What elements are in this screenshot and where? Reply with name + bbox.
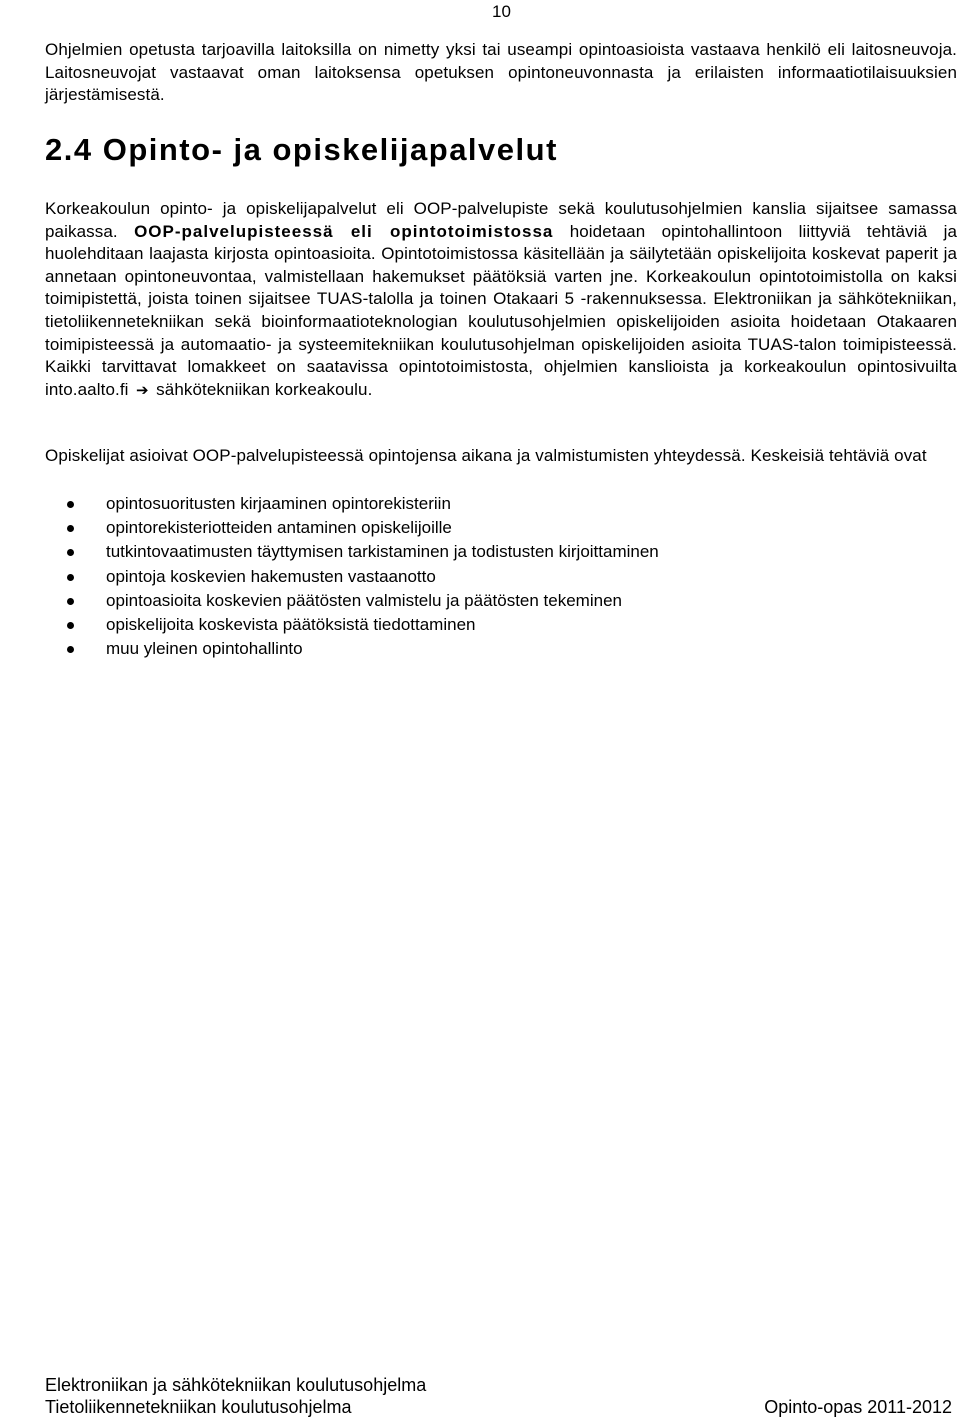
footer-programmes [45,1374,426,1418]
bullet-icon [67,598,74,605]
bullet-icon [67,525,74,532]
list-item [45,540,659,564]
bullet-icon [67,501,74,508]
section-heading: 2.4 Opinto- ja opiskelijapalvelut [45,132,558,167]
duties-list [45,492,659,661]
bullet-icon [67,549,74,556]
footer-guide-title: Opinto-opas 2011-2012 [764,1397,952,1417]
section-paragraph-bold: OOP-palvelupisteessä eli opintotoimistossa [134,221,554,241]
footer-line-2: Tietoliikennetekniikan koulutusohjelma [45,1397,352,1417]
list-item [45,516,659,540]
list-item [45,613,659,637]
list-item-text: tutkintovaatimusten täyttymisen tarkistaminen ja todistusten kirjoittaminen [106,542,659,562]
list-item-text: opintoja koskevien hakemusten vastaanotto [106,566,436,586]
arrow-icon: ➔ [136,381,149,399]
list-item-text: muu yleinen opintohallinto [106,639,303,659]
list-item [45,637,659,661]
list-item [45,589,659,613]
list-item-text: opintorekisteriotteiden antaminen opiskelijoille [106,518,452,538]
duties-intro-paragraph: Opiskelijat asioivat OOP-palvelupisteessä opintojensa aikana ja valmistumisten yhteydessä. Keskeisiä tehtäviä ovat [45,446,927,465]
section-paragraph-middle: hoidetaan opintohallintoon liittyviä tehtäviä ja huolehditaan laajasta kirjosta opintoasioita. Opintotoimistossa käsitellään ja säilytetään opiskelijoita koskevat paperit ja annetaan opintoneuvontaa, valmistellaan hakemukset päätöksiä varten jne. Korkeakoulun opintotoimistolla on kaksi toimipistettä, joista toinen sijaitsee TUAS-talolla ja toinen Otakaari 5 -rakennuksessa. Elektroniikan ja sähkötekniikan, tietoliikennetekniikan sekä bioinformaatioteknologian koulutusohjelmien opiskelijoiden asioita hoidetaan Otakaaren toimipisteessä ja automaatio- ja systeemitekniikan koulutusohjelman opiskelijoiden asioita TUAS-talon toimipisteessä. Kaikki tarvittavat lomakkeet on saatavissa opintotoimistosta, ohjelmien kanslioista ja korkeakoulun opintosivuilta into.aalto.fi [45,221,957,399]
list-item-text: opintoasioita koskevien päätösten valmistelu ja päätösten tekeminen [106,590,622,610]
section-paragraph-start: Korkeakoulun opinto- ja opiskelijapalvelut eli OOP-palvelupiste sekä koulutusohjelmien kanslia sijaitsee samassa paikassa. [45,199,957,241]
section-paragraph-end: sähkötekniikan korkeakoulu. [151,379,373,399]
bullet-icon [67,574,74,581]
intro-paragraph: Ohjelmien opetusta tarjoavilla laitoksilla on nimetty yksi tai useampi opintoasioista vastaava henkilö eli laitosneuvoja. Laitosneuvojat vastaavat oman laitoksensa opetuksen opintoneuvonnasta ja erilaisten informaatiotilaisuuksien järjestämisestä. [45,40,957,105]
list-item [45,492,659,516]
bullet-icon [67,646,74,653]
page-number: 10 [492,2,511,21]
list-item-text: opintosuoritusten kirjaaminen opintorekisteriin [106,494,451,513]
list-item-text: opiskelijoita koskevista päätöksistä tiedottaminen [106,614,476,634]
footer-line-1: Elektroniikan ja sähkötekniikan koulutusohjelma [45,1375,427,1395]
section-paragraph [45,198,957,402]
bullet-icon [67,622,74,629]
list-item [45,565,659,589]
